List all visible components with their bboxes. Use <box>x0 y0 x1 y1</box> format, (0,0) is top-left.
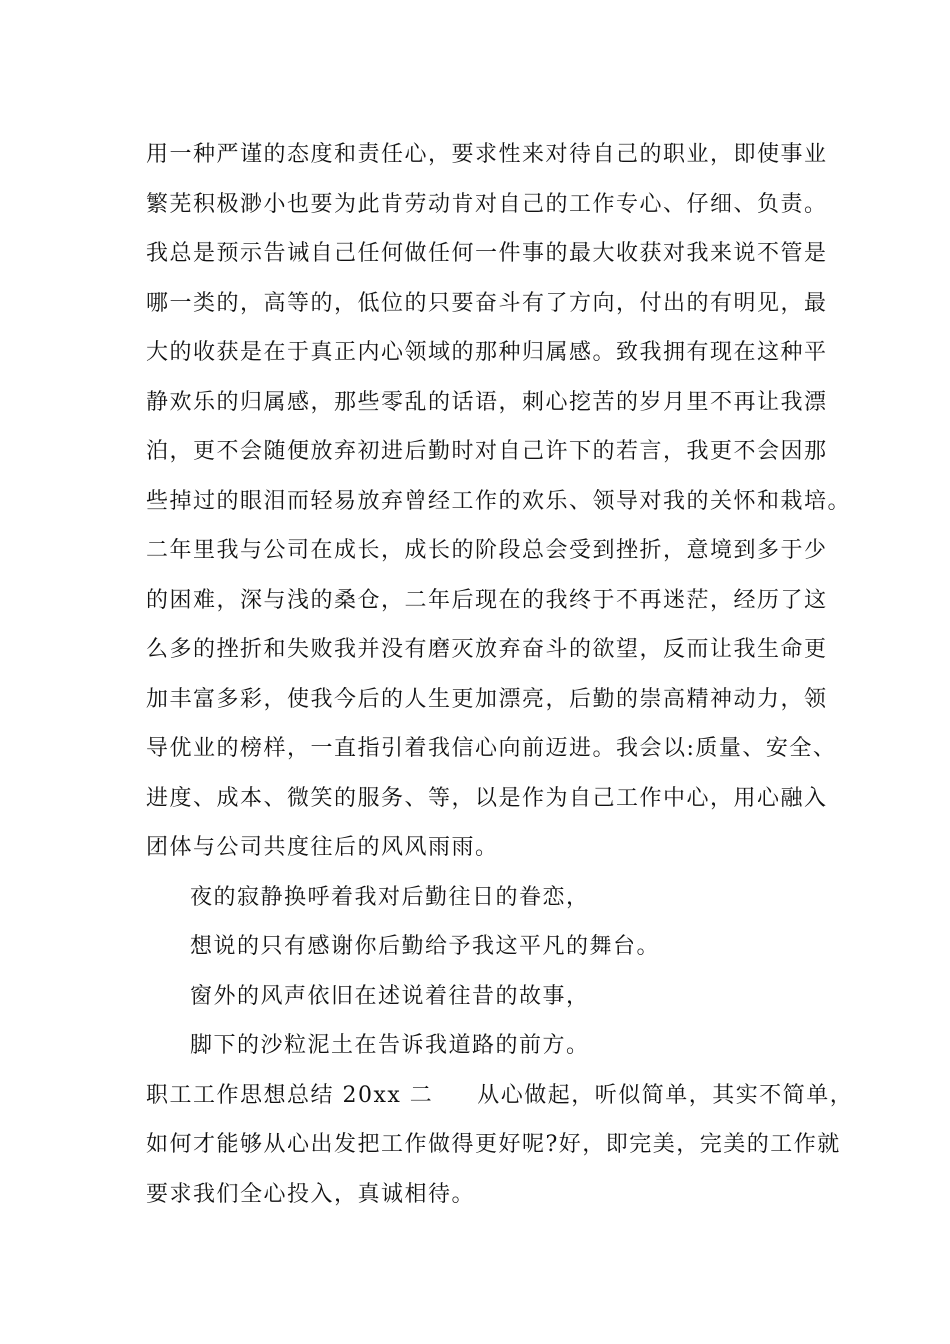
paragraph-line: 哪一类的，高等的，低位的只要奋斗有了方向，付出的有明见，最 <box>146 290 828 316</box>
paragraph-line: 要求我们全心投入，真诚相待。 <box>146 1181 476 1207</box>
paragraph-line: 些掉过的眼泪而轻易放弃曾经工作的欢乐、领导对我的关怀和栽培。 <box>146 488 852 514</box>
paragraph-line: 么多的挫折和失败我并没有磨灭放弃奋斗的欲望，反而让我生命更 <box>146 637 828 662</box>
paragraph-line: 大的收获是在于真正内心领域的那种归属感。致我拥有现在这种平 <box>146 340 828 365</box>
paragraph-line: 团体与公司共度往后的风风雨雨。 <box>146 835 499 860</box>
paragraph-line: 导优业的榜样，一直指引着我信心向前迈进。我会以:质量、安全、 <box>146 736 837 761</box>
poem-line: 夜的寂静换呼着我对后勤往日的眷恋， <box>190 884 590 910</box>
paragraph-line: 用一种严谨的态度和责任心，要求性来对待自己的职业，即使事业 <box>146 142 828 167</box>
paragraph-line: 泊，更不会随便放弃初进后勤时对自己许下的若言，我更不会因那 <box>146 439 828 464</box>
paragraph-line: 静欢乐的归属感，那些零乱的话语，刺心挖苦的岁月里不再让我漂 <box>146 389 828 415</box>
poem-line: 脚下的沙粒泥土在告诉我道路的前方。 <box>190 1033 590 1058</box>
paragraph-line: 加丰富多彩，使我今后的人生更加漂亮，后勤的崇高精神动力，领 <box>146 686 828 712</box>
paragraph-line: 繁芜积极渺小也要为此肯劳动肯对自己的工作专心、仔细、负责。 <box>146 191 828 217</box>
section-heading-text: 从心做起，听似简单，其实不简单， <box>477 1082 854 1108</box>
paragraph-line: 进度、成本、微笑的服务、等，以是作为自己工作中心，用心融入 <box>146 785 828 811</box>
document-page <box>146 130 854 1219</box>
section-heading-line <box>146 1071 854 1121</box>
poem-line: 窗外的风声依旧在述说着往昔的故事， <box>190 983 590 1009</box>
paragraph-line: 如何才能够从心出发把工作做得更好呢?好，即完美，完美的工作就 <box>146 1132 841 1157</box>
paragraph-line: 的困难，深与浅的桑仓，二年后现在的我终于不再迷茫，经历了这 <box>146 587 828 613</box>
paragraph-line: 我总是预示告诫自己任何做任何一件事的最大收获对我来说不管是 <box>146 241 828 266</box>
paragraph-line: 二年里我与公司在成长，成长的阶段总会受到挫折，意境到多于少 <box>146 538 828 563</box>
poem-line: 想说的只有感谢你后勤给予我这平凡的舞台。 <box>190 934 661 959</box>
section-heading: 职工工作思想总结 20xx 二 <box>146 1082 434 1108</box>
